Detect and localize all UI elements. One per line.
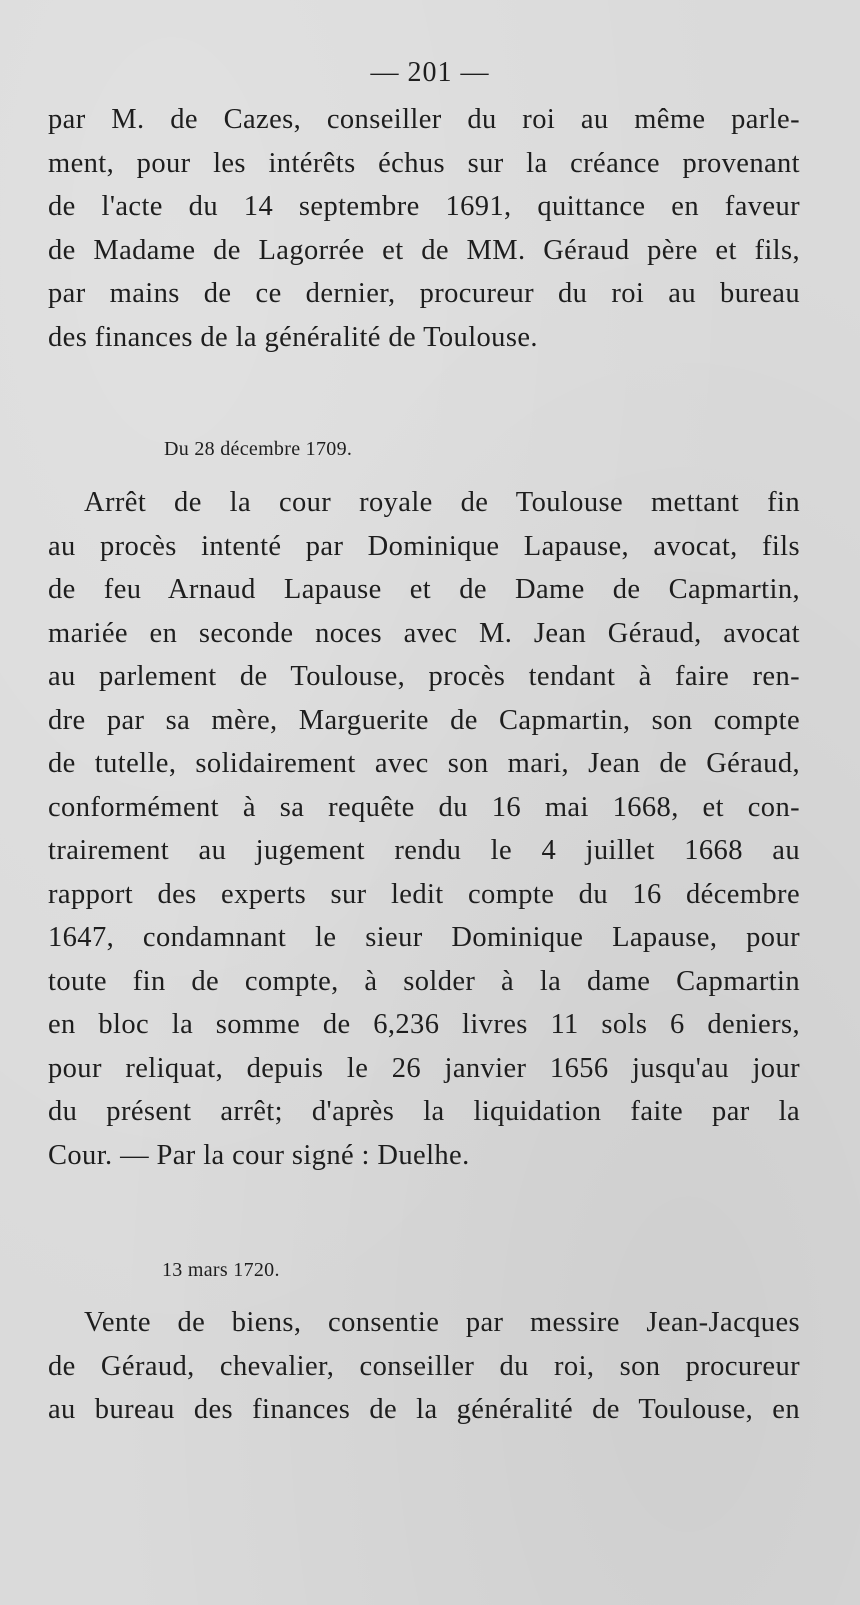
text-line: trairement au jugement rendu le 4 juillet 1668 au [48,835,800,866]
text-line: par M. de Cazes, conseiller du roi au même parle- [48,104,800,135]
text-line: de tutelle, solidairement avec son mari, Jean de Géraud, [48,748,800,779]
paragraph-1 [48,98,800,359]
text-line: de Géraud, chevalier, conseiller du roi, son procureur [48,1350,800,1382]
paragraph-2 [48,481,800,1177]
text-line: mariée en seconde noces avec M. Jean Géraud, avocat [48,617,800,649]
text-line: des finances de la généralité de Toulouse. [48,321,538,353]
paragraph-3 [48,1301,800,1432]
text-line: au parlement de Toulouse, procès tendant à faire ren- [48,661,800,692]
page-number: — 201 — [370,57,490,88]
text-line: Arrêt de la cour royale de Toulouse mettant fin [84,487,800,518]
text-line: 1647, condamnant le sieur Dominique Lapause, pour [48,922,800,953]
text-line: dre par sa mère, Marguerite de Capmartin, son compte [48,704,800,736]
text-line: de Madame de Lagorrée et de MM. Géraud père et fils, [48,234,800,266]
text-line: au procès intenté par Dominique Lapause, avocat, fils [48,530,800,562]
text-line: du présent arrêt; d'après la liquidation faite par la [48,1096,800,1127]
text-line: de l'acte du 14 septembre 1691, quittance en faveur [48,191,800,222]
text-line: Cour. — Par la cour signé : Duelhe. [48,1139,470,1171]
text-line: Vente de biens, consentie par messire Jean-Jacques [84,1307,800,1338]
text-line: au bureau des finances de la généralité de Toulouse, en [48,1394,800,1425]
text-line: de feu Arnaud Lapause et de Dame de Capmartin, [48,574,800,605]
date-heading-1: Du 28 décembre 1709. [164,438,353,460]
text-line: ment, pour les intérêts échus sur la créance provenant [48,147,800,179]
text-line: pour reliquat, depuis le 26 janvier 1656 jusqu'au jour [48,1052,800,1084]
text-line: en bloc la somme de 6,236 livres 11 sols 6 deniers, [48,1009,800,1040]
text-line: toute fin de compte, à solder à la dame Capmartin [48,965,800,997]
text-line: rapport des experts sur ledit compte du 16 décembre [48,878,800,910]
text-line: conformément à sa requête du 16 mai 1668, et con- [48,791,800,823]
text-line: par mains de ce dernier, procureur du roi au bureau [48,278,800,309]
date-heading-2: 13 mars 1720. [162,1259,280,1281]
